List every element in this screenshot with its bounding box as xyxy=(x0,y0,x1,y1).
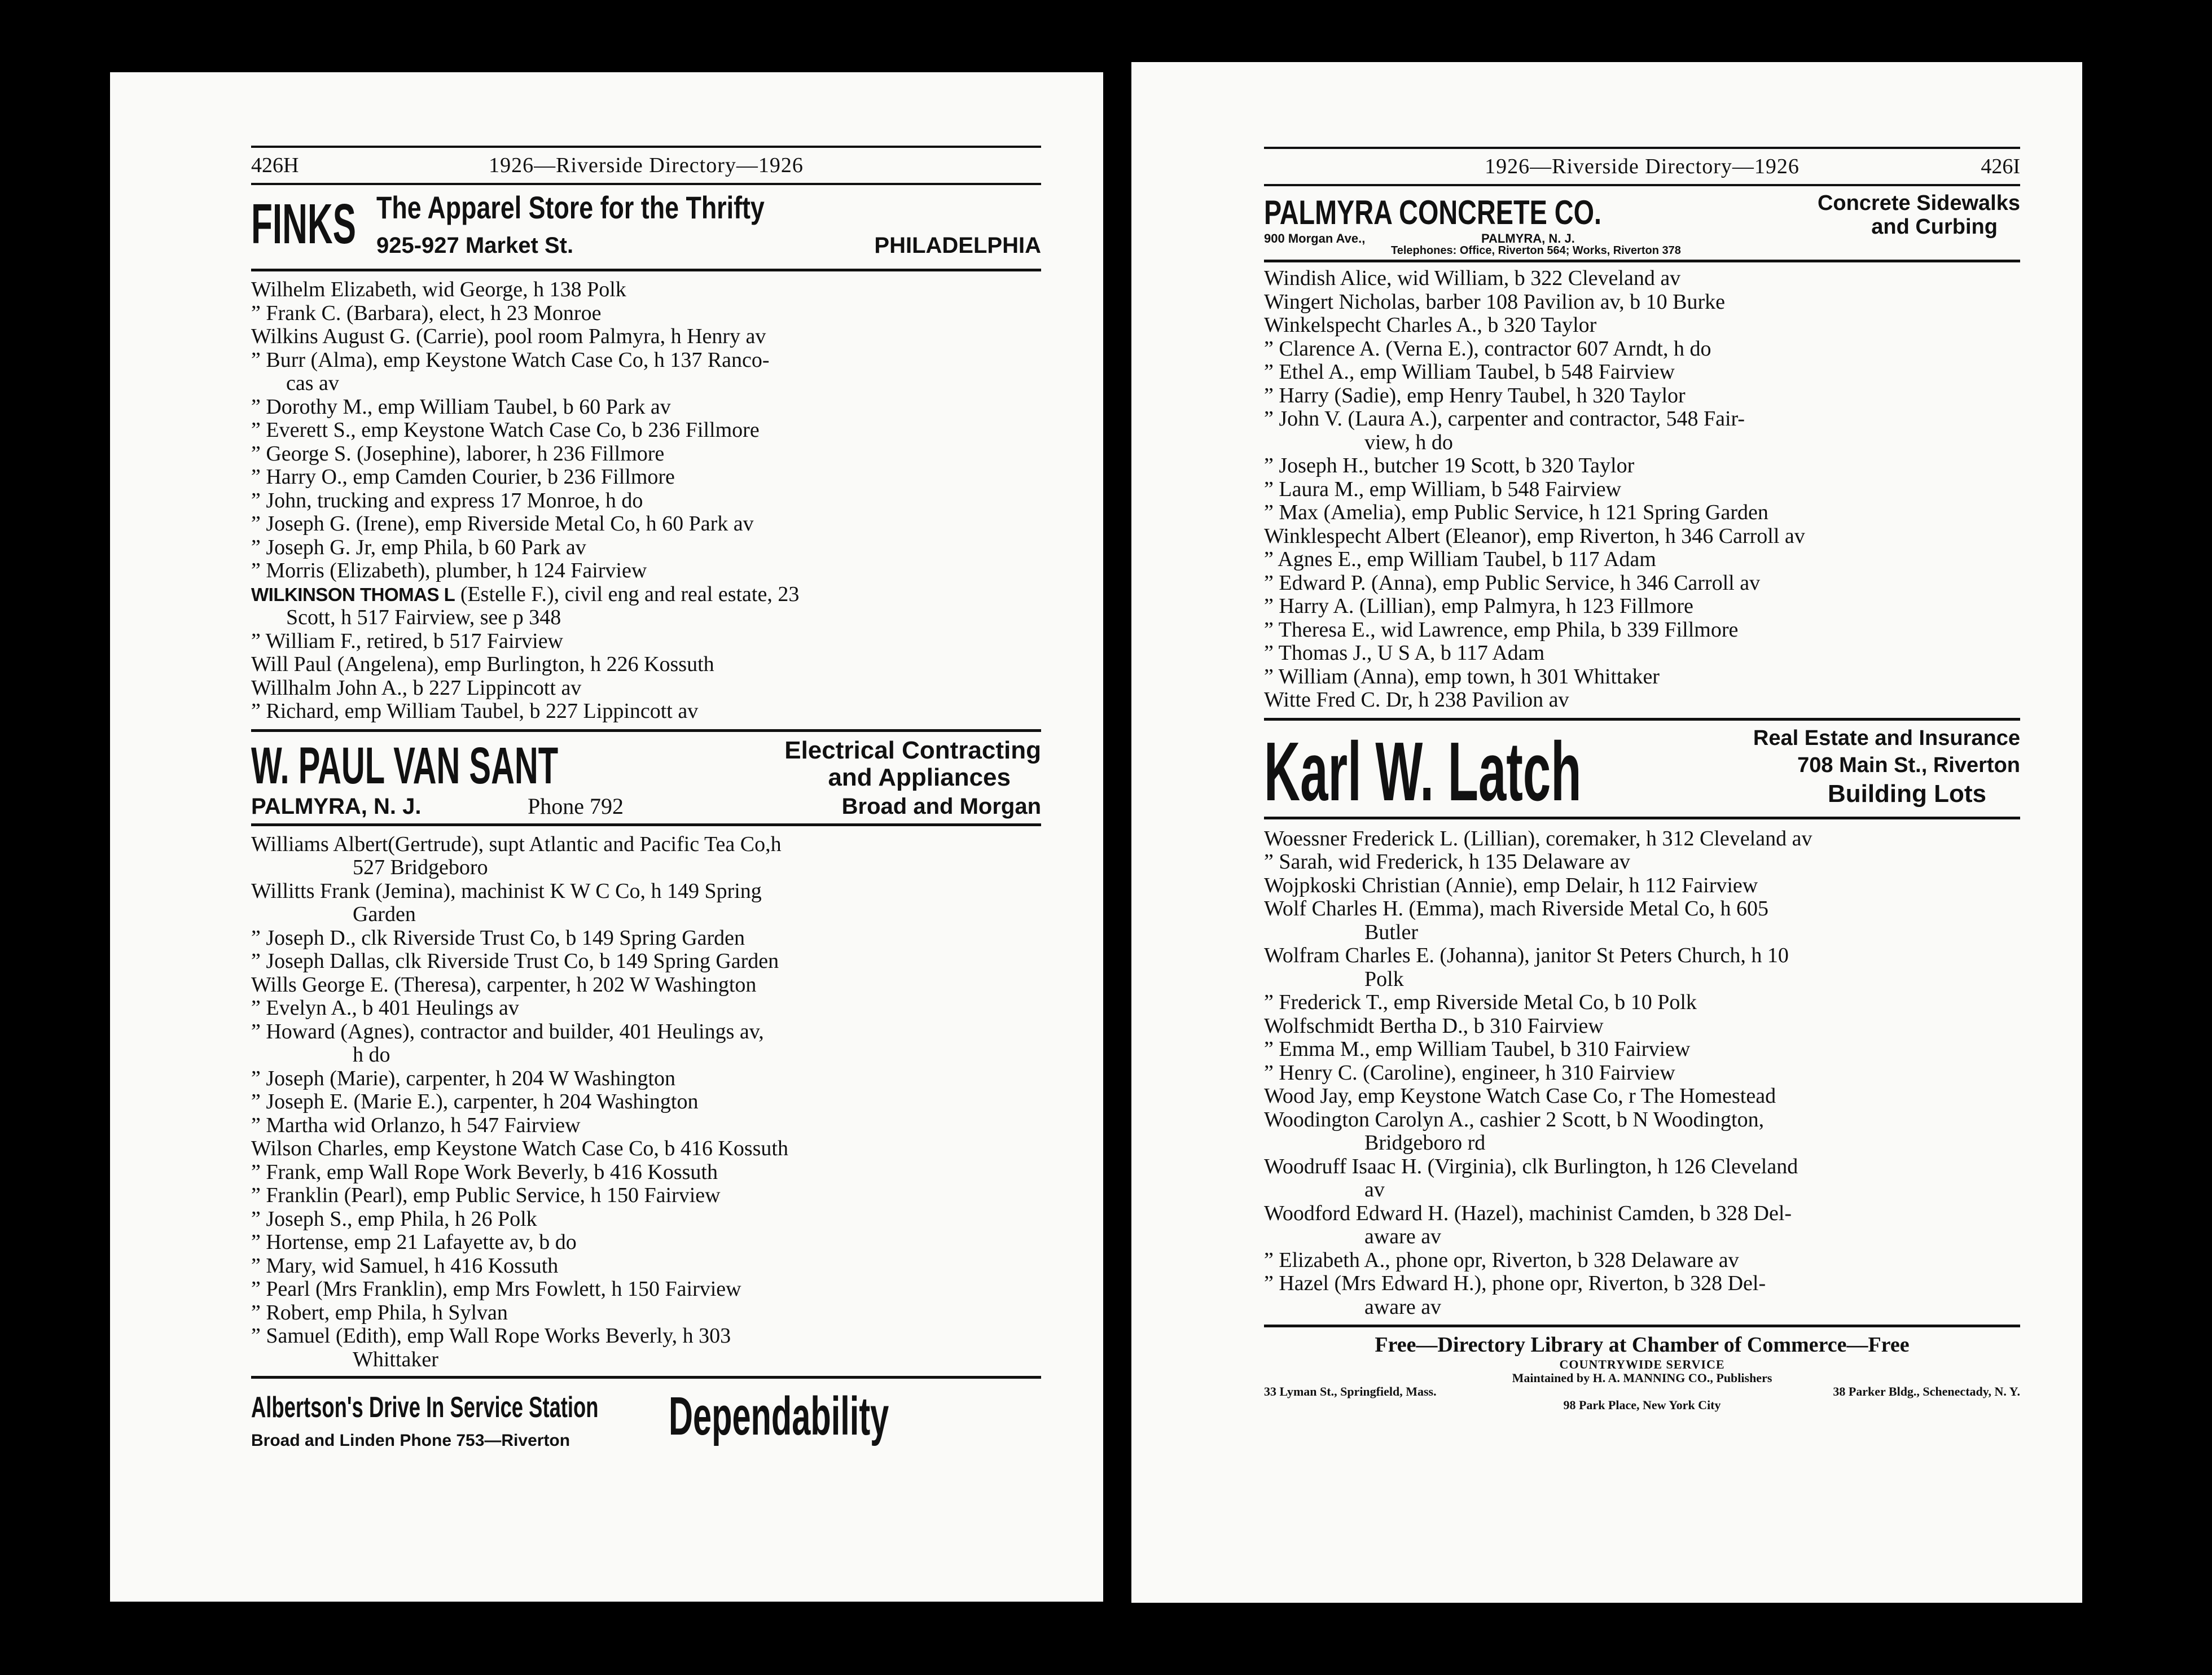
list-item: Scott, h 517 Fairview, see p 348 xyxy=(286,606,561,629)
list-item: ” Thomas J., U S A, b 117 Adam xyxy=(1264,641,1545,665)
list-item: ” Everett S., emp Keystone Watch Case Co, b 236 Fillmore xyxy=(251,418,760,442)
list-item: Butler xyxy=(1364,920,1418,944)
list-item: ” Robert, emp Phila, h Sylvan xyxy=(251,1300,508,1325)
list-item: Woodruff Isaac H. (Virginia), clk Burlington, h 126 Cleveland xyxy=(1264,1154,1798,1178)
list-item: view, h do xyxy=(1364,430,1453,454)
list-item: Will Paul (Angelena), emp Burlington, h 226 Kossuth xyxy=(251,652,714,676)
list-item: ” Agnes E., emp William Taubel, b 117 Adam xyxy=(1264,547,1656,571)
list-item: h do xyxy=(353,1043,390,1067)
palmyra-concrete-name: PALMYRA CONCRETE CO. xyxy=(1264,194,1602,231)
footer-address-center: 98 Park Place, New York City xyxy=(1563,1398,1721,1412)
list-item: ” Max (Amelia), emp Public Service, h 121 Spring Garden xyxy=(1264,501,1768,524)
page-number: 426I xyxy=(1981,155,2020,178)
list-item: ” John, trucking and express 17 Monroe, h do xyxy=(251,488,643,512)
van-sant-line1: Electrical Contracting xyxy=(784,736,1041,764)
list-item: Williams Albert(Gertrude), supt Atlantic and Pacific Tea Co,h xyxy=(251,832,782,856)
list-item: ” Pearl (Mrs Franklin), emp Mrs Fowlett, h 150 Fairview xyxy=(251,1277,741,1301)
list-item: ” Joseph G. Jr, emp Phila, b 60 Park av xyxy=(251,535,586,559)
palmyra-concrete-line1: Concrete Sidewalks xyxy=(1817,191,2020,215)
list-item: Wolf Charles H. (Emma), mach Riverside Metal Co, h 605 xyxy=(1264,897,1768,920)
footer-headline: Free—Directory Library at Chamber of Commerce—Free xyxy=(1375,1333,1910,1357)
list-item: Bridgeboro rd xyxy=(1364,1131,1486,1155)
list-item: Winkelspecht Charles A., b 320 Taylor xyxy=(1264,313,1597,337)
van-sant-ad xyxy=(251,729,1041,826)
running-title: 1926—Riverside Directory—1926 xyxy=(489,154,804,177)
list-item: ” Sarah, wid Frederick, h 135 Delaware av xyxy=(1264,850,1630,874)
finks-tagline: The Apparel Store for the Thrifty xyxy=(376,190,765,225)
list-item: ” William F., retired, b 517 Fairview xyxy=(251,629,564,653)
list-item: ” Burr (Alma), emp Keystone Watch Case Co, h 137 Ranco- xyxy=(251,348,770,372)
list-item: Willhalm John A., b 227 Lippincott av xyxy=(251,676,582,700)
list-item: ” Joseph G. (Irene), emp Riverside Metal Co, h 60 Park av xyxy=(251,512,754,536)
list-item: Wills George E. (Theresa), carpenter, h 202 W Washington xyxy=(251,972,757,997)
list-item: ” Edward P. (Anna), emp Public Service, h 346 Carroll av xyxy=(1264,571,1761,595)
albertson-ad xyxy=(251,1376,1041,1463)
list-item: av xyxy=(1364,1178,1385,1202)
list-item: ” Theresa E., wid Lawrence, emp Phila, b 339 Fillmore xyxy=(1264,617,1739,642)
list-item: ” Richard, emp William Taubel, b 227 Lippincott av xyxy=(251,699,699,723)
list-item: ” Mary, wid Samuel, h 416 Kossuth xyxy=(251,1253,559,1278)
palmyra-concrete-city: PALMYRA, N. J. xyxy=(1481,231,1575,245)
list-item: Polk xyxy=(1364,967,1404,991)
bold-listing-name: WILKINSON THOMAS L xyxy=(251,584,455,605)
latch-line3: Building Lots xyxy=(1827,779,1986,808)
list-item: aware av xyxy=(1364,1225,1442,1248)
left-page-content xyxy=(251,146,1041,1463)
list-item: 527 Bridgeboro xyxy=(353,856,488,879)
directory-listing xyxy=(251,833,1041,1372)
list-item: ” Martha wid Orlanzo, h 547 Fairview xyxy=(251,1113,581,1137)
van-sant-line2: and Appliances xyxy=(828,763,1011,791)
list-item: Wilson Charles, emp Keystone Watch Case Co, b 416 Kossuth xyxy=(251,1137,788,1160)
list-item: ” Clarence A. (Verna E.), contractor 607 Arndt, h do xyxy=(1264,336,1711,361)
running-head xyxy=(1264,147,2020,186)
list-item: Winklespecht Albert (Eleanor), emp Riverton, h 346 Carroll av xyxy=(1264,524,1805,548)
finks-city: PHILADELPHIA xyxy=(874,233,1041,258)
list-item: ” William (Anna), emp town, h 301 Whittaker xyxy=(1264,664,1660,689)
list-item: Wood Jay, emp Keystone Watch Case Co, r The Homestead xyxy=(1264,1084,1776,1108)
footer-maintained: Maintained by H. A. MANNING CO., Publishers xyxy=(1512,1371,1772,1385)
list-item: ” John V. (Laura A.), carpenter and contractor, 548 Fair- xyxy=(1264,407,1745,431)
list-item: ” Frederick T., emp Riverside Metal Co, b 10 Polk xyxy=(1264,990,1697,1014)
list-item: Witte Fred C. Dr, h 238 Pavilion av xyxy=(1264,688,1569,712)
list-item: ” Joseph D., clk Riverside Trust Co, b 149 Spring Garden xyxy=(251,926,745,950)
list-item: Whittaker xyxy=(353,1347,438,1371)
list-item: ” Frank, emp Wall Rope Work Beverly, b 416 Kossuth xyxy=(251,1160,718,1184)
list-item: Windish Alice, wid William, b 322 Cleveland av xyxy=(1264,266,1681,290)
footer-address-left: 33 Lyman St., Springfield, Mass. xyxy=(1264,1384,1437,1398)
albertson-slogan: Dependability xyxy=(669,1386,889,1446)
footer-addresses xyxy=(1264,1385,2020,1398)
list-item: ” Joseph Dallas, clk Riverside Trust Co, b 149 Spring Garden xyxy=(251,949,779,973)
list-item: ” Joseph S., emp Phila, h 26 Polk xyxy=(251,1207,537,1231)
right-page xyxy=(1131,62,2082,1603)
list-item: Wilkins August G. (Carrie), pool room Palmyra, h Henry av xyxy=(251,325,766,348)
albertson-name: Albertson's Drive In Service Station xyxy=(251,1391,599,1424)
footer-notice xyxy=(1264,1325,2020,1423)
list-item: Woodford Edward H. (Hazel), machinist Camden, b 328 Del- xyxy=(1264,1201,1792,1225)
list-item: ” Harry O., emp Camden Courier, b 236 Fillmore xyxy=(251,465,675,489)
van-sant-corner: Broad and Morgan xyxy=(841,793,1041,819)
right-page-content xyxy=(1264,147,2020,1423)
list-item: ” Elizabeth A., phone opr, Riverton, b 328 Delaware av xyxy=(1264,1248,1739,1272)
palmyra-concrete-address: 900 Morgan Ave., xyxy=(1264,231,1366,245)
list-item: ” Evelyn A., b 401 Heulings av xyxy=(251,996,519,1020)
palmyra-concrete-phones: Telephones: Office, Riverton 564; Works, Riverton 378 xyxy=(1391,244,1681,257)
list-item: ” Franklin (Pearl), emp Public Service, h 150 Fairview xyxy=(251,1183,721,1207)
list-item: ” Henry C. (Caroline), engineer, h 310 Fairview xyxy=(1264,1060,1675,1085)
list-item: ” Emma M., emp William Taubel, b 310 Fairview xyxy=(1264,1037,1691,1061)
list-item: ” George S. (Josephine), laborer, h 236 Fillmore xyxy=(251,441,665,466)
list-item: Wolfram Charles E. (Johanna), janitor St Peters Church, h 10 xyxy=(1264,944,1789,967)
finks-address: 925-927 Market St. xyxy=(376,233,574,258)
list-item: ” Laura M., emp William, b 548 Fairview xyxy=(1264,477,1622,501)
list-item: ” Hazel (Mrs Edward H.), phone opr, Riverton, b 328 Del- xyxy=(1264,1271,1766,1295)
list-item: Garden xyxy=(353,902,416,926)
latch-line2: 708 Main St., Riverton xyxy=(1797,753,2020,777)
list-item: ” Morris (Elizabeth), plumber, h 124 Fairview xyxy=(251,559,647,582)
albertson-address: Broad and Linden Phone 753—Riverton xyxy=(251,1431,570,1450)
list-item xyxy=(251,583,1041,607)
list-item: ” Samuel (Edith), emp Wall Rope Works Beverly, h 303 xyxy=(251,1324,731,1348)
list-item: Woodington Carolyn A., cashier 2 Scott, b N Woodington, xyxy=(1264,1107,1765,1132)
list-item: ” Harry (Sadie), emp Henry Taubel, h 320 Taylor xyxy=(1264,383,1686,407)
footer-address-right: 38 Parker Bldg., Schenectady, N. Y. xyxy=(1833,1384,2020,1398)
list-item: ” Joseph E. (Marie E.), carpenter, h 204 Washington xyxy=(251,1090,699,1113)
list-item: Wojpkoski Christian (Annie), emp Delair, h 112 Fairview xyxy=(1264,873,1758,897)
list-item: Wingert Nicholas, barber 108 Pavilion av, b 10 Burke xyxy=(1264,290,1726,314)
directory-listing xyxy=(1264,827,2020,1319)
list-item: ” Joseph H., butcher 19 Scott, b 320 Taylor xyxy=(1264,454,1635,477)
footer-service: COUNTRYWIDE SERVICE xyxy=(1559,1357,1725,1371)
list-item: cas av xyxy=(286,371,339,395)
list-item: ” Ethel A., emp William Taubel, b 548 Fairview xyxy=(1264,360,1675,384)
directory-listing xyxy=(251,278,1041,724)
latch-ad xyxy=(1264,718,2020,819)
directory-listing xyxy=(1264,267,2020,712)
latch-line1: Real Estate and Insurance xyxy=(1753,726,2020,750)
running-head xyxy=(251,146,1041,185)
list-item: Wilhelm Elizabeth, wid George, h 138 Polk xyxy=(251,278,626,301)
list-item: Woessner Frederick L. (Lillian), coremaker, h 312 Cleveland av xyxy=(1264,826,1812,850)
list-item: ” Hortense, emp 21 Lafayette av, b do xyxy=(251,1230,577,1254)
palmyra-concrete-line2: and Curbing xyxy=(1871,215,1998,239)
finks-ad xyxy=(251,185,1041,271)
page-number: 426H xyxy=(251,154,299,177)
left-page xyxy=(110,72,1103,1602)
list-item: ” Harry A. (Lillian), emp Palmyra, h 123 Fillmore xyxy=(1264,594,1693,618)
list-item: aware av xyxy=(1364,1295,1442,1319)
latch-name: Karl W. Latch xyxy=(1264,725,1582,818)
van-sant-city: PALMYRA, N. J. xyxy=(251,793,422,819)
finks-brand: FINKS xyxy=(251,192,356,256)
list-item: ” Frank C. (Barbara), elect, h 23 Monroe xyxy=(251,301,602,325)
running-title: 1926—Riverside Directory—1926 xyxy=(1485,155,1800,178)
listing-detail: (Estelle F.), civil eng and real estate, 23 xyxy=(455,582,800,606)
list-item: Wolfschmidt Bertha D., b 310 Fairview xyxy=(1264,1014,1604,1038)
list-item: ” Howard (Agnes), contractor and builder, 401 Heulings av, xyxy=(251,1019,764,1043)
van-sant-phone: Phone 792 xyxy=(528,793,624,819)
list-item: ” Dorothy M., emp William Taubel, b 60 Park av xyxy=(251,394,671,419)
van-sant-name: W. PAUL VAN SANT xyxy=(251,736,559,795)
list-item: ” Joseph (Marie), carpenter, h 204 W Washington xyxy=(251,1066,676,1090)
list-item: Willitts Frank (Jemina), machinist K W C Co, h 149 Spring xyxy=(251,879,762,903)
palmyra-concrete-ad xyxy=(1264,186,2020,262)
